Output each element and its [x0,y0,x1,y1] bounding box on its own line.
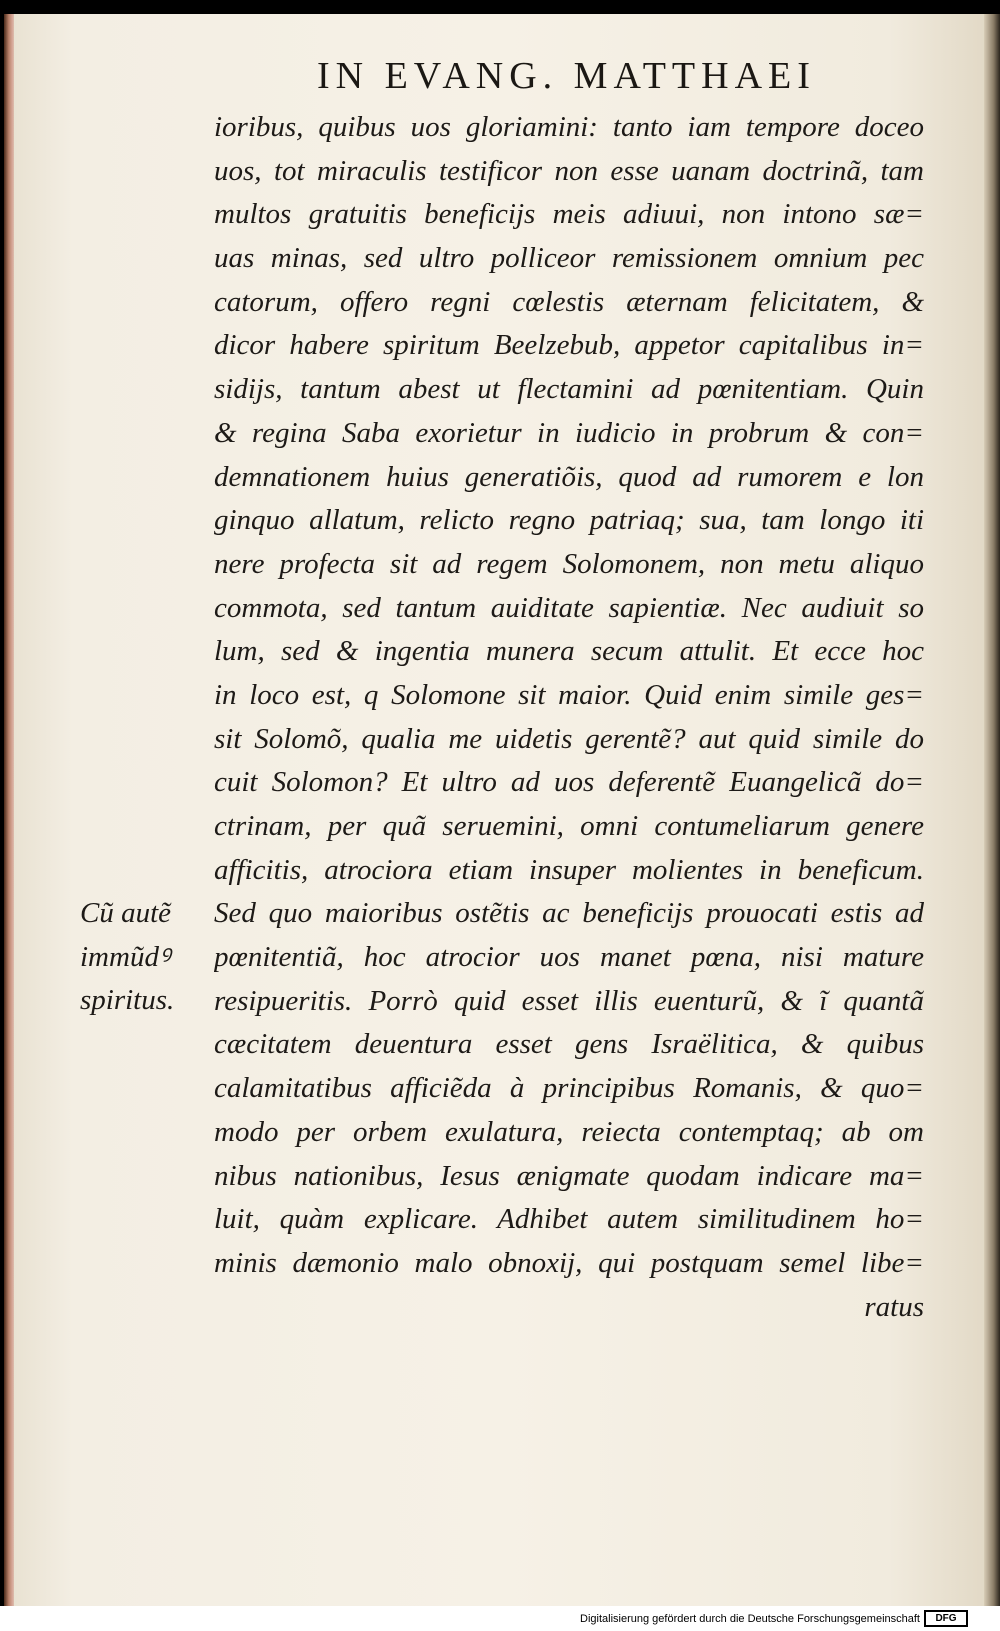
text-line: nibus nationibus, Iesus ænigmate quodam indicare ma= [214,1159,924,1192]
text-line: nere profecta sit ad regem Solomonem, non metu aliquo [214,547,924,580]
main-text-block [214,106,924,1329]
dfg-logo-icon: DFG [924,1610,968,1627]
text-line: uos, tot miraculis testificor non esse uanam doctrinã, tam [214,154,924,187]
text-line: afficitis, atrociora etiam insuper molientes in beneficum. [214,853,924,886]
text-line: ginquo allatum, relicto regno patriaq; sua, tam longo iti [214,504,924,537]
text-line: cæcitatem deuentura esset gens Israëlitica, & quibus [214,1028,924,1061]
text-line: commota, sed tantum auiditate sapientiæ. Nec audiuit so [214,591,924,624]
text-line: ioribus, quibus uos gloriamini: tanto iam tempore doceo [214,111,924,143]
text-line: dicor habere spiritum Beelzebub, appetor capitalibus in= [214,329,924,362]
text-line: multos gratuitis beneficijs meis adiuui, non intono sæ= [214,198,924,231]
text-line: catorum, offero regni cœlestis æternam felicitatem, & [214,285,924,318]
text-line: Sed quo maioribus ostẽtis ac beneficijs prouocati estis ad [214,897,924,930]
marginal-note-line: immũdꝰ [80,940,171,973]
text-line: resipueritis. Porrò quid esset illis euenturũ, & ĩ quantã [214,984,924,1017]
funding-credit: Digitalisierung gefördert durch die Deutsche Forschungsgemeinschaft [580,1613,920,1625]
text-line: sidijs, tantum abest ut flectamini ad pœnitentiam. Quin [214,373,924,406]
marginal-note-line: spiritus. [80,984,175,1017]
text-line: sit Solomõ, qualia me uidetis gerentẽ? aut quid simile do [214,722,924,755]
text-line: demnationem huius generatiõis, quod ad rumorem e lon [214,460,924,493]
text-line: modo per orbem exulatura, reiecta contemptaq; ab om [214,1115,924,1148]
text-line: & regina Saba exorietur in iudicio in probrum & con= [214,416,924,449]
text-line: ctrinam, per quã seruemini, omni contumeliarum genere [214,810,924,842]
page-right-edge [984,14,1000,1606]
text-line: in loco est, q Solomone sit maior. Quid enim simile ges= [214,678,924,711]
catchword: ratus [864,1290,924,1323]
text-line: cuit Solomon? Et ultro ad uos deferentẽ Euangelicã do= [214,766,924,799]
text-line: minis dæmonio malo obnoxij, qui postquam semel libe= [214,1246,924,1279]
text-line: uas minas, sed ultro polliceor remissionem omnium pec [214,242,924,275]
running-head: IN EVANG. MATTHAEI [317,55,816,97]
text-line: calamitatibus afficiẽda à principibus Romanis, & quo= [214,1072,924,1105]
text-line: luit, quàm explicare. Adhibet autem similitudinem ho= [214,1203,924,1236]
marginal-note [80,892,210,1023]
marginal-note-line: Cũ autẽ [80,897,172,929]
text-line: lum, sed & ingentia munera secum attulit. Et ecce hoc [214,635,924,668]
text-line: pœnitentiã, hoc atrocior uos manet pœna, nisi mature [214,941,924,974]
